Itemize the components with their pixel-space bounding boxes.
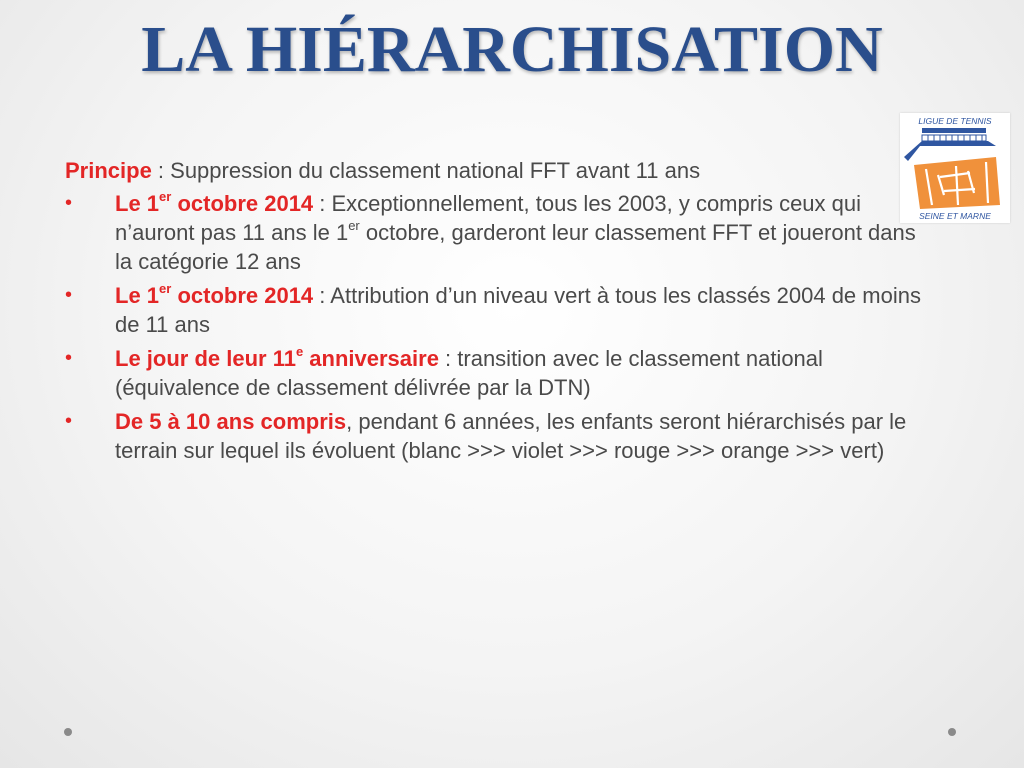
decorative-dot-right <box>948 728 956 736</box>
slide-title: LA HIÉRARCHISATION <box>141 13 883 86</box>
bullet-label: Le 1er octobre 2014 <box>115 280 314 308</box>
logo-bottom-text: SEINE ET MARNE <box>919 211 991 221</box>
principle-text: : Suppression du classement national FFT avant 11 ans <box>151 158 701 183</box>
list-item <box>65 407 930 465</box>
bullet-label: Le 1er octobre 2014 <box>115 188 314 216</box>
bullet-icon: • <box>65 347 73 369</box>
bullet-text: : Attribution d’un niveau vert à tous les classés 2004 de moins de 11 ans <box>115 283 921 337</box>
list-item <box>65 189 930 276</box>
principle-paragraph <box>65 156 930 185</box>
bullet-text: , pendant 6 années, les enfants seront hiérarchisés par le terrain sur lequel ils évoluent (blanc >>> violet >>> rouge >>> orange >>> vert) <box>115 409 907 463</box>
list-item <box>65 281 930 339</box>
decorative-dot-left <box>64 728 72 736</box>
bullet-list <box>65 189 930 465</box>
bullet-text: : transition avec le classement national (équivalence de classement délivrée par la DTN) <box>115 346 823 400</box>
principle-label: Principe <box>65 158 152 183</box>
list-item <box>65 344 930 402</box>
bullet-text: : Exceptionnellement, tous les 2003, y compris ceux qui n’auront pas 11 ans le 1er octobre, garderont leur classement FFT et joueront dans la catégorie 12 ans <box>115 191 916 274</box>
bullet-icon: • <box>65 410 73 432</box>
bullet-icon: • <box>65 284 73 306</box>
logo-top-text: LIGUE DE TENNIS <box>918 116 992 126</box>
slide-body <box>65 156 930 470</box>
bullet-label: Le jour de leur 11e anniversaire <box>115 343 439 371</box>
bullet-label: De 5 à 10 ans compris <box>115 409 347 434</box>
bullet-icon: • <box>65 192 73 214</box>
